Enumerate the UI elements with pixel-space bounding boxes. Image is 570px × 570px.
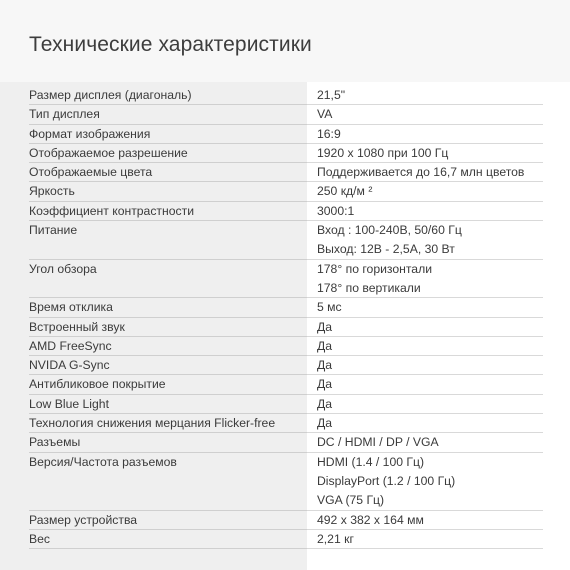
spec-value (307, 511, 570, 530)
spec-value-line: Вход : 100-240В, 50/60 Гц (317, 223, 462, 238)
spec-value-line: Да (317, 338, 333, 353)
spec-label-text: Время отклика (29, 300, 113, 315)
spec-value-line: Да (317, 377, 333, 392)
spec-value (307, 375, 570, 394)
spec-value-line: Да (317, 319, 333, 334)
spec-row (0, 414, 570, 433)
spec-label (0, 125, 307, 144)
spec-table (0, 86, 570, 549)
header (0, 0, 570, 82)
spec-label (0, 530, 307, 549)
spec-value-line: DisplayPort (1.2 / 100 Гц) (317, 473, 456, 488)
spec-value-line: Да (317, 358, 333, 373)
spec-value-line: VA (317, 107, 333, 122)
spec-value (307, 453, 570, 511)
spec-label (0, 414, 307, 433)
spec-label-text: Яркость (29, 184, 75, 199)
spec-value (307, 433, 570, 452)
spec-row (0, 511, 570, 530)
spec-label-text: AMD FreeSync (29, 338, 112, 353)
spec-value-line: 3000:1 (317, 203, 355, 218)
row-divider (307, 548, 543, 549)
spec-label-text: Размер дисплея (диагональ) (29, 88, 192, 102)
spec-value-line: 250 кд/м ² (317, 184, 373, 199)
spec-label-text: Угол обзора (29, 261, 97, 276)
spec-row (0, 530, 570, 549)
spec-label-text: Формат изображения (29, 126, 151, 141)
spec-value-line: 16:9 (317, 126, 341, 141)
spec-value (307, 221, 570, 260)
spec-value (307, 395, 570, 414)
spec-value-line: Выход: 12В - 2,5А, 30 Вт (317, 242, 455, 257)
spec-value-line: VGA (75 Гц) (317, 493, 385, 508)
spec-row (0, 453, 570, 511)
spec-row (0, 356, 570, 375)
spec-value-line: Да (317, 416, 333, 431)
spec-label-text: Антибликовое покрытие (29, 377, 166, 392)
row-divider (29, 548, 307, 549)
spec-value-line: 2,21 кг (317, 531, 354, 546)
spec-row (0, 144, 570, 163)
spec-label (0, 318, 307, 337)
spec-row (0, 86, 570, 105)
spec-label (0, 163, 307, 182)
spec-value-line: 21,5" (317, 88, 346, 102)
spec-label-text: Размер устройства (29, 512, 138, 527)
spec-label (0, 511, 307, 530)
spec-label-text: Вес (29, 531, 51, 546)
spec-value-line: DC / HDMI / DP / VGA (317, 435, 439, 450)
spec-label (0, 453, 307, 511)
spec-label-text: Технология снижения мерцания Flicker-free (29, 416, 276, 431)
spec-label (0, 337, 307, 356)
spec-label-text: Питание (29, 223, 78, 238)
spec-value (307, 414, 570, 433)
spec-label-text: Тип дисплея (29, 107, 100, 122)
spec-value-line: 1920 x 1080 при 100 Гц (317, 145, 449, 160)
spec-value (307, 318, 570, 337)
spec-label (0, 260, 307, 299)
spec-value (307, 298, 570, 317)
spec-label-text: Встроенный звук (29, 319, 125, 334)
spec-value (307, 163, 570, 182)
spec-value (307, 202, 570, 221)
spec-row (0, 202, 570, 221)
spec-value-line: 178° по горизонтали (317, 261, 433, 276)
spec-label-text: NVIDA G-Sync (29, 358, 110, 373)
spec-row (0, 163, 570, 182)
spec-label (0, 202, 307, 221)
spec-value-line: 178° по вертикали (317, 280, 421, 295)
spec-value (307, 105, 570, 124)
spec-value-line: HDMI (1.4 / 100 Гц) (317, 454, 425, 469)
spec-label (0, 105, 307, 124)
spec-row (0, 125, 570, 144)
spec-value-line: 5 мс (317, 300, 342, 315)
spec-label-text: Коэффициент контрастности (29, 203, 195, 218)
spec-value (307, 182, 570, 201)
spec-value (307, 356, 570, 375)
spec-value (307, 125, 570, 144)
page-title: Технические характеристики (29, 33, 312, 56)
spec-value (307, 86, 570, 105)
spec-label-text: Разъемы (29, 435, 81, 450)
spec-label (0, 221, 307, 260)
spec-row (0, 375, 570, 394)
spec-value (307, 530, 570, 549)
spec-label (0, 298, 307, 317)
spec-label (0, 395, 307, 414)
spec-row (0, 182, 570, 201)
spec-label (0, 144, 307, 163)
spec-value (307, 144, 570, 163)
spec-row (0, 318, 570, 337)
spec-label-text: Версия/Частота разъемов (29, 454, 177, 469)
spec-value-line: 492 x 382 x 164 мм (317, 512, 424, 527)
spec-label (0, 375, 307, 394)
spec-label (0, 182, 307, 201)
spec-row (0, 395, 570, 414)
spec-label-text: Low Blue Light (29, 396, 109, 411)
spec-value-line: Поддерживается до 16,7 млн цветов (317, 165, 525, 180)
spec-row (0, 298, 570, 317)
spec-label (0, 86, 307, 105)
spec-row (0, 260, 570, 299)
spec-row (0, 221, 570, 260)
spec-value (307, 337, 570, 356)
spec-row (0, 337, 570, 356)
spec-value-line: Да (317, 396, 333, 411)
spec-label (0, 356, 307, 375)
spec-row (0, 433, 570, 452)
spec-row (0, 105, 570, 124)
spec-value (307, 260, 570, 299)
spec-label-text: Отображаемые цвета (29, 165, 153, 180)
spec-label-text: Отображаемое разрешение (29, 145, 188, 160)
spec-label (0, 433, 307, 452)
